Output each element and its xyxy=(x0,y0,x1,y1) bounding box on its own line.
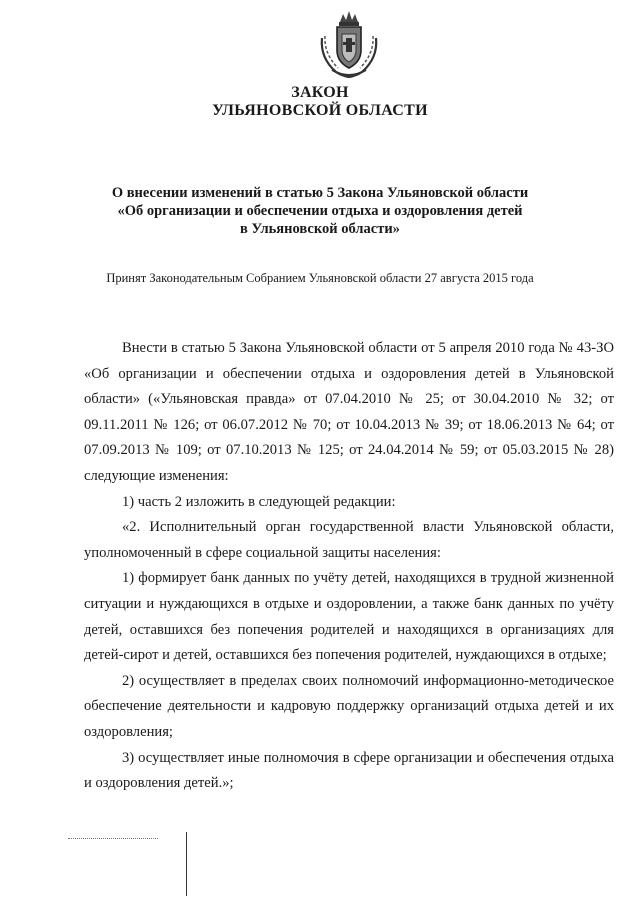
paragraph-subitem-3: 3) осуществляет иные полномочия в сфере организации и обеспечения отдыха и оздоровления детей.»; xyxy=(84,749,614,792)
law-title xyxy=(0,84,640,120)
adoption-note: Принят Законодательным Собранием Ульяновской области 27 августа 2015 года xyxy=(106,271,534,285)
law-title-line2: УЛЬЯНОВСКОЙ ОБЛАСТИ xyxy=(212,102,428,119)
paragraph-subitem-2: 2) осуществляет в пределах своих полномочий информационно-методическое обеспечение деятельности и кадровую поддержку организаций отдыха детей и их оздоровления; xyxy=(84,672,614,740)
coat-of-arms-icon xyxy=(312,8,386,80)
law-title-line1: ЗАКОН xyxy=(291,84,349,101)
law-body xyxy=(84,336,614,797)
paragraph-new-part-2: «2. Исполнительный орган государственной власти Ульяновской области, уполномоченный в сфере социальной защиты населения: xyxy=(84,519,614,561)
law-subject-line2: «Об организации и обеспечении отдыха и оздоровления детей xyxy=(117,203,523,219)
paragraph-intro: Внести в статью 5 Закона Ульяновской области от 5 апреля 2010 года № 43-ЗО «Об организации и обеспечении отдыха и оздоровления детей в Ульяновской области» («Ульяновская правда» от 07.04.2010 № 25; от 30.04.2010 № 32; от 09.11.2011 № 126; от 06.07.2012 № 70; от 10.04.2013 № 39; от 18.06.2013 № 64; от 07.09.2013 № 109; от 07.10.2013 № 125; от 24.04.2014 № 59; от 05.03.2015 № 28) следующие изменения: xyxy=(84,340,614,484)
scan-artifact-dashes xyxy=(68,838,158,840)
scan-artifact-line xyxy=(186,832,187,896)
law-subject-line1: О внесении изменений в статью 5 Закона Ульяновской области xyxy=(111,185,529,201)
paragraph-subitem-1: 1) формирует банк данных по учёту детей, находящихся в трудной жизненной ситуации и нуждающихся в отдыхе и оздоровлении, а также банк данных по учёту детей, оставшихся без попечения родителей и находящихся в организациях для детей-сирот и детей, оставшихся без попечения родителей, нуждающихся в отдыхе; xyxy=(84,570,614,664)
paragraph-item-1: 1) часть 2 изложить в следующей редакции: xyxy=(122,493,396,510)
law-subject xyxy=(0,184,640,238)
law-subject-line3: в Ульяновской области» xyxy=(240,221,400,237)
